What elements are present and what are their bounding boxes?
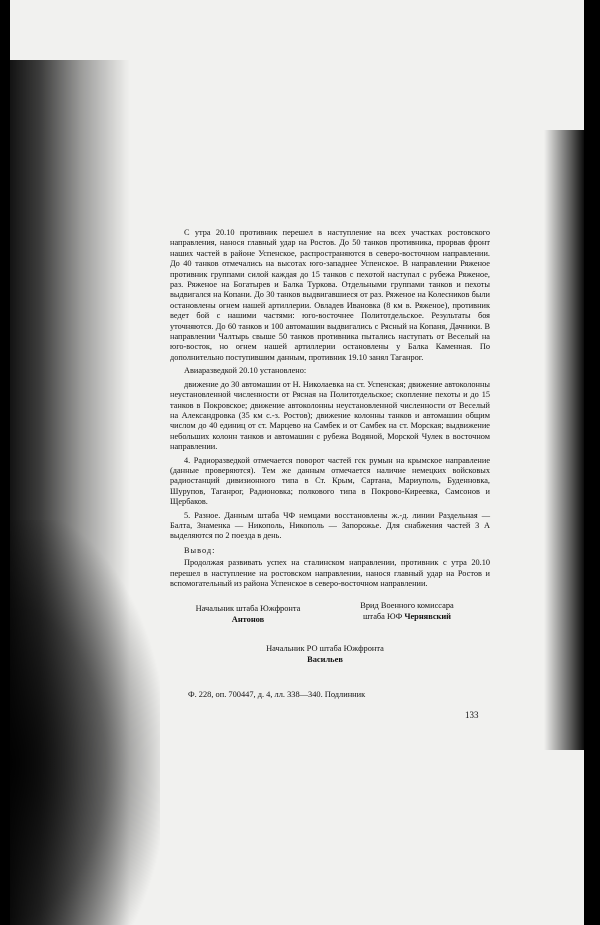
signature-left-name: Антонов [231, 615, 265, 624]
scan-shadow-left-bottom [10, 520, 160, 925]
conclusion-text: Продолжая развивать успех на сталинском направлении, противник с утра 20.10 перешел в наступление на ростовском направлении, нанося главный удар на Ростов и вспомогательный из района Успенское в северо-восточном направлении. [170, 558, 490, 588]
paragraph-radio: 4. Радиоразведкой отмечается поворот частей гск румын на крымское направление (данные проверяются). Тем же данным отмечается наличие немецких войсковых радиостанций дивизионного типа в Ст. Крым, Сартана, Мариуполь, Буденновка, Шурупов, Таганрог, Радионовка; полкового типа в Покрово-Киреевка, Самсонов и Щербаков. [170, 455, 490, 507]
report-body [170, 228, 490, 592]
signature-bottom-name: Васильев [307, 655, 343, 664]
paragraph-misc: 5. Разное. Данным штаба ЧФ немцами восстановлены ж.-д. линии Раздельная — Балта, Знаменка — Никополь, Никополь — Запорожье. Для снабжения частей 3 А выделяются по 2 поезда в день. [170, 510, 490, 541]
signature-left-title: Начальник штаба Южфронта [195, 604, 301, 613]
paragraph-aviation-heading: Авиаразведкой 20.10 установлено: [184, 366, 307, 376]
scan-border-left [0, 0, 10, 925]
signature-right-title: Врид Военного комиссара [360, 601, 454, 610]
paragraph-main: С утра 20.10 противник перешел в наступление на всех участках ростовского направления, нанося главный удар на Ростов. До 50 танков противника, прорвав фронт наших частей в районе Успенское, распространяются в северо-восточном направлении. До 40 танков отмечались на высотах юго-западнее Успенское. В направлении Ряженое противник группами силой каждая до 15 танков с пехотой наступал с рубежа Ряженое, раз. Ряженое на Богатырев и Балка Туркова. Отдельными группами танков и пехоты выдвигался на Копани. До 30 танков выдвигавшиеся от раз. Ряженое на Колесников были остановлены огнем нашей артиллерии. Овладев Ивановка (8 км в. Ряженое), противник ведет бой с нашими частями: юго-восточнее Политотдельское. Результаты боя уточняются. До 60 танков и 100 автомашин выдвигались с Рясный на Копаня, Дачники. В направлении Чалтырь свыше 50 танков противника пытались наступать от Веселый на юго-восток, но огнем нашей артиллерии остановлены у Балка Каменная. По дополнительно поступившим данным, противник 19.10 занял Таганрог. [170, 228, 490, 362]
archive-source-reference: Ф. 228, оп. 700447, д. 4, лл. 338—340. Подлинник [188, 690, 366, 699]
signature-right [342, 600, 472, 622]
signature-right-subtitle [342, 611, 472, 622]
signature-right-name: Чернявский [404, 612, 452, 621]
signature-left [178, 603, 318, 625]
document-page [10, 0, 584, 925]
paragraph-aviation: движение до 30 автомашин от Н. Николаевка на ст. Успенская; движение автоколонны неустановленной численности от Рясная на Политотдельское; скопление пехоты и до 15 танков в Покровское; движение автоколонны неустановленной численности от Веселый на Александровка (35 км с.-з. Ростов); движение колонны танков и автомашин общим числом до 40 единиц от ст. Марцево на Самбек и от Самбек на ст. Морская; выдвижение небольших колонн танков и автомашин с рубежа Водяной, Морской Чулек в восточном направлении. [170, 379, 490, 452]
page-number: 133 [465, 710, 479, 720]
conclusion-heading: Вывод: [184, 545, 216, 555]
scan-shadow-right [544, 130, 584, 750]
scan-border-right [584, 0, 600, 925]
signature-bottom [250, 643, 400, 665]
signature-right-unit: штаба ЮФ [362, 612, 403, 621]
signature-bottom-title: Начальник РО штаба Южфронта [266, 644, 384, 653]
